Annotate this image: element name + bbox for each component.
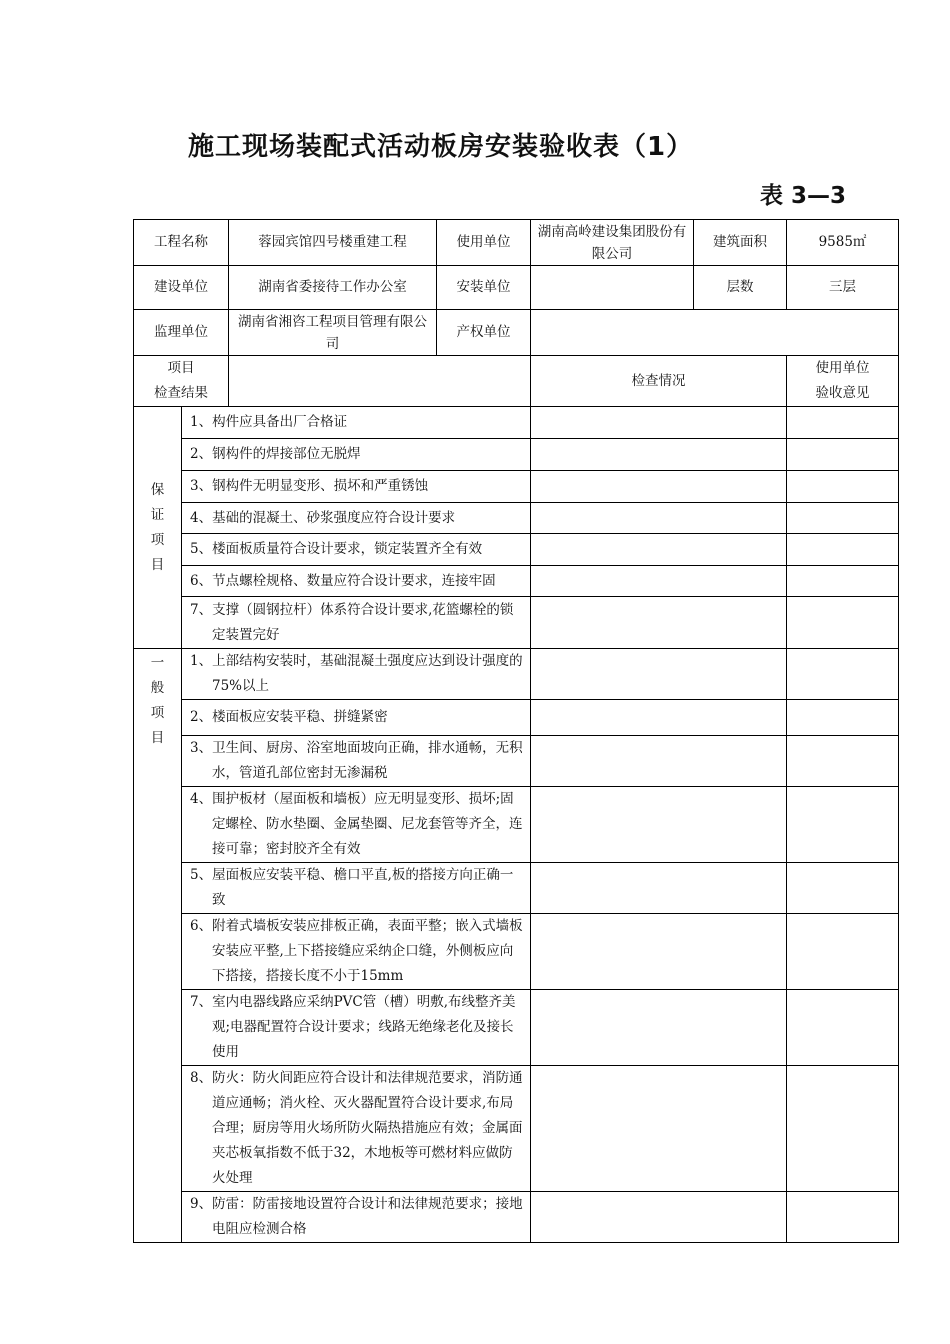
opinion-cell — [787, 439, 899, 471]
check-cell — [531, 439, 787, 471]
general-item: 4、围护板材（屋面板和墙板）应无明显变形、损坏;固定螺栓、防水垫圈、金属垫圈、尼龙套管等齐全，连接可靠；密封胶齐全有效 — [182, 787, 531, 863]
opinion-cell — [787, 787, 899, 863]
general-item: 3、卫生间、厨房、浴室地面坡向正确，排水通畅，无积水，管道孔部位密封无渗漏税 — [182, 736, 531, 787]
general-row — [134, 736, 899, 787]
build-unit-value: 湖南省委接待工作办公室 — [229, 266, 437, 310]
supervise-unit-label: 监理单位 — [134, 310, 229, 356]
general-label-char: 一 — [150, 655, 165, 671]
check-cell — [531, 1192, 787, 1243]
general-item: 8、防火：防火间距应符合设计和法律规范要求，消防通道应通畅；消火栓、灭火器配置符合设计要求,布局合理；厨房等用火场所防火隔热措施应有效；金属面夹芯板氧指数不低于32，木地板等可燃材料应做防火处理 — [182, 1066, 531, 1192]
check-cell — [531, 700, 787, 736]
general-row — [134, 863, 899, 914]
opinion-cell — [787, 471, 899, 503]
check-cell — [531, 914, 787, 990]
project-name-value: 蓉园宾馆四号楼重建工程 — [229, 220, 437, 266]
guarantee-item: 6、节点螺栓规格、数量应符合设计要求，连接牢固 — [182, 566, 531, 597]
check-cell — [531, 787, 787, 863]
guarantee-label-char: 目 — [150, 556, 165, 573]
install-unit-label: 安装单位 — [437, 266, 531, 310]
guarantee-row — [134, 566, 899, 597]
opinion-cell — [787, 863, 899, 914]
opinion-cell — [787, 1066, 899, 1192]
opinion-cell — [787, 566, 899, 597]
general-item: 1、上部结构安装时，基础混凝土强度应达到设计强度的75%以上 — [182, 649, 531, 700]
check-cell — [531, 566, 787, 597]
user-unit-value: 湖南高岭建设集团股份有限公司 — [531, 220, 694, 266]
page-title: 施工现场装配式活动板房安装验收表（1） — [188, 132, 694, 162]
check-cell — [531, 1066, 787, 1192]
guarantee-item: 2、钢构件的焊接部位无脱焊 — [182, 439, 531, 471]
opinion-cell — [787, 700, 899, 736]
opinion-cell — [787, 534, 899, 566]
table-number: 表 3—3 — [760, 183, 847, 209]
opinion-header — [787, 356, 899, 407]
general-item: 5、屋面板应安装平稳、檐口平直,板的搭接方向正确一致 — [182, 863, 531, 914]
opinion-cell — [787, 407, 899, 439]
install-unit-value — [531, 266, 694, 310]
check-cell — [531, 649, 787, 700]
item-result-header — [134, 356, 229, 407]
general-row — [134, 1066, 899, 1192]
floors-value: 三层 — [787, 266, 899, 310]
general-item: 6、附着式墙板安装应排板正确，表面平整；嵌入式墙板安装应平整,上下搭接缝应采纳企口缝，外侧板应向下搭接，搭接长度不小于15mm — [182, 914, 531, 990]
opinion-cell — [787, 736, 899, 787]
area-value: 9585㎡ — [787, 220, 899, 266]
project-name-label: 工程名称 — [134, 220, 229, 266]
check-cell — [531, 736, 787, 787]
owner-unit-label: 产权单位 — [437, 310, 531, 356]
opinion-cell — [787, 914, 899, 990]
owner-unit-value — [531, 310, 899, 356]
opinion-header-line1: 使用单位 — [815, 360, 870, 376]
general-row — [134, 1192, 899, 1243]
check-cell — [531, 503, 787, 534]
check-cell — [531, 990, 787, 1066]
row-supervise-unit — [134, 310, 899, 356]
guarantee-row — [134, 471, 899, 503]
guarantee-item: 5、楼面板质量符合设计要求，锁定装置齐全有效 — [182, 534, 531, 566]
opinion-cell — [787, 990, 899, 1066]
check-status-header: 检查情况 — [531, 356, 787, 407]
guarantee-item: 3、钢构件无明显变形、损坏和严重锈蚀 — [182, 471, 531, 503]
opinion-cell — [787, 649, 899, 700]
acceptance-table — [133, 219, 899, 1243]
guarantee-item: 1、构件应具备出厂合格证 — [182, 407, 531, 439]
item-header-line1: 项目 — [167, 360, 195, 376]
general-row — [134, 787, 899, 863]
opinion-cell — [787, 1192, 899, 1243]
check-cell — [531, 597, 787, 649]
general-label-char: 目 — [150, 730, 165, 746]
guarantee-label-char: 项 — [150, 531, 165, 548]
check-cell — [531, 863, 787, 914]
general-item: 9、防雷：防雷接地设置符合设计和法律规范要求；接地电阻应检测合格 — [182, 1192, 531, 1243]
check-cell — [531, 407, 787, 439]
general-label-char: 般 — [150, 680, 165, 696]
guarantee-row — [134, 407, 899, 439]
check-cell — [531, 534, 787, 566]
guarantee-row — [134, 503, 899, 534]
area-label: 建筑面积 — [694, 220, 787, 266]
row-column-headers — [134, 356, 899, 407]
guarantee-row — [134, 534, 899, 566]
guarantee-item: 7、支撑（圆钢拉杆）体系符合设计要求,花篮螺栓的锁定装置完好 — [182, 597, 531, 649]
general-row — [134, 990, 899, 1066]
general-item: 2、楼面板应安装平稳、拼缝紧密 — [182, 700, 531, 736]
floors-label: 层数 — [694, 266, 787, 310]
build-unit-label: 建设单位 — [134, 266, 229, 310]
general-item: 7、室内电器线路应采纳PVC管（槽）明敷,布线整齐美观;电器配置符合设计要求；线路无绝缘老化及接长使用 — [182, 990, 531, 1066]
guarantee-label-char: 证 — [150, 506, 165, 523]
item-result-blank — [229, 356, 531, 407]
guarantee-item: 4、基础的混凝土、砂浆强度应符合设计要求 — [182, 503, 531, 534]
item-header-line2: 检查结果 — [154, 385, 208, 401]
general-row — [134, 700, 899, 736]
supervise-unit-value: 湖南省湘咨工程项目管理有限公司 — [229, 310, 437, 356]
guarantee-label-char: 保 — [150, 481, 165, 498]
user-unit-label: 使用单位 — [437, 220, 531, 266]
opinion-header-line2: 验收意见 — [815, 385, 870, 401]
general-section-label — [134, 649, 182, 1243]
check-cell — [531, 471, 787, 503]
guarantee-row — [134, 439, 899, 471]
general-label-char: 项 — [150, 705, 165, 721]
guarantee-section-label — [134, 407, 182, 649]
general-row — [134, 649, 899, 700]
row-project — [134, 220, 899, 266]
row-build-unit — [134, 266, 899, 310]
guarantee-row — [134, 597, 899, 649]
opinion-cell — [787, 503, 899, 534]
opinion-cell — [787, 597, 899, 649]
general-row — [134, 914, 899, 990]
